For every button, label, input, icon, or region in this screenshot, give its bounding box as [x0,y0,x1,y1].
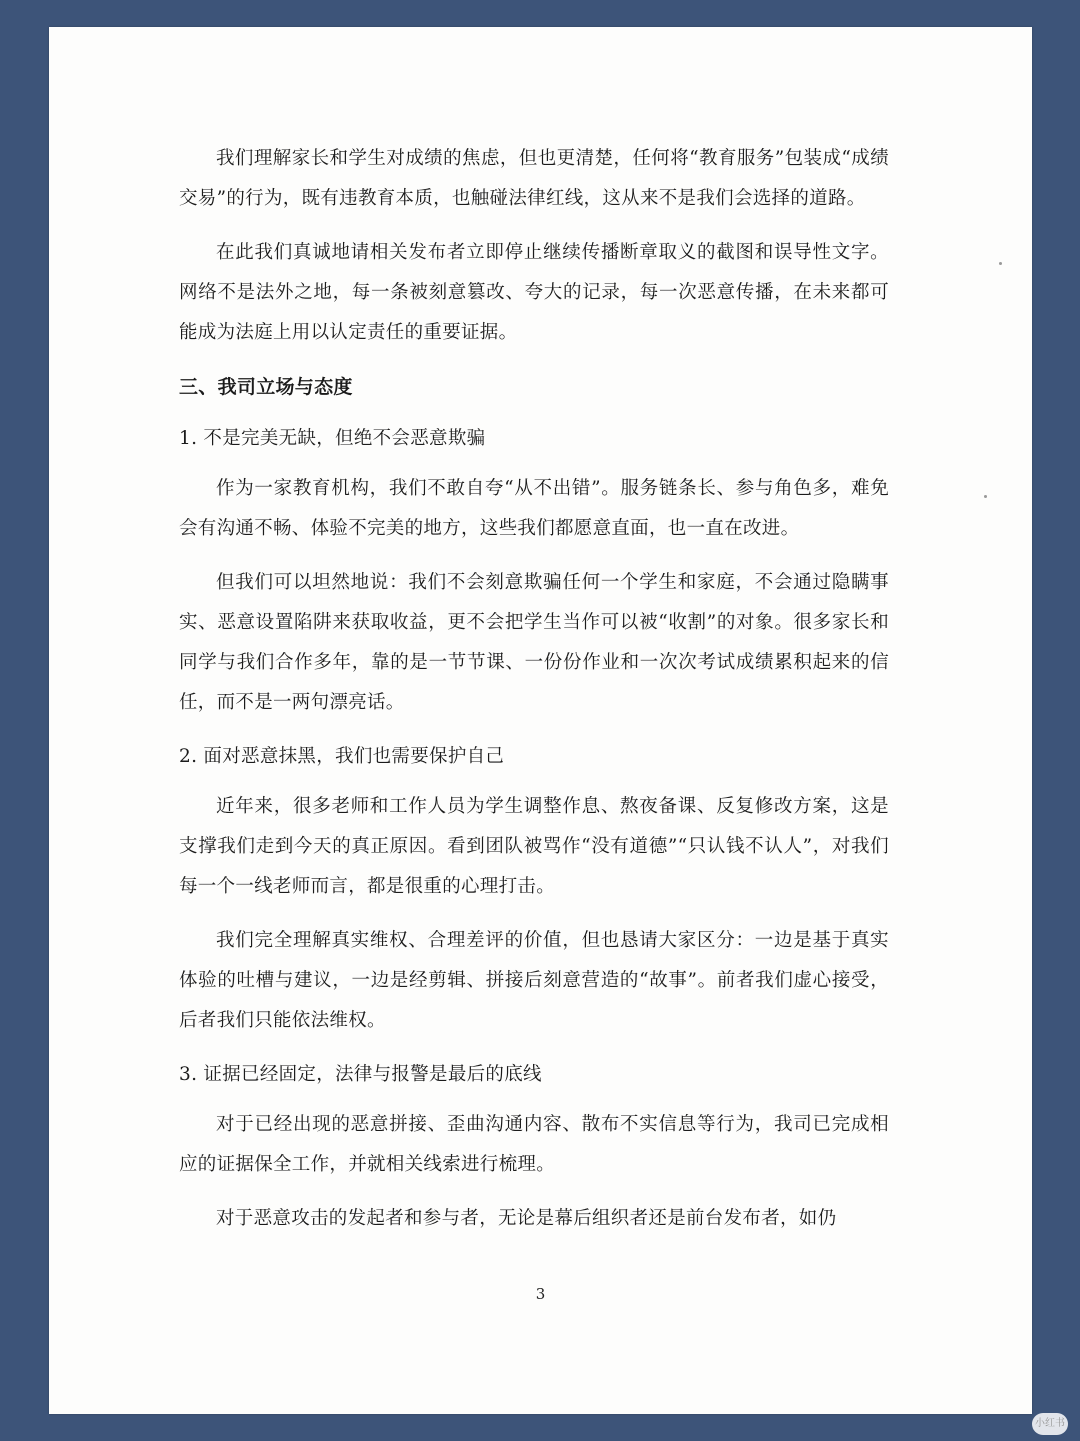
watermark-logo: 小红书 [1032,1413,1068,1435]
paragraph: 我们理解家长和学生对成绩的焦虑，但也更清楚，任何将“教育服务”包装成“成绩交易”的行为，既有违教育本质，也触碰法律红线，这从来不是我们会选择的道路。 [179,148,889,209]
subsection-title: 3. 证据已经固定，法律与报警是最后的底线 [179,1064,542,1085]
document-page [49,27,1032,1414]
paragraph: 对于已经出现的恶意拼接、歪曲沟通内容、散布不实信息等行为，我司已完成相应的证据保全工作，并就相关线索进行梳理。 [179,1114,889,1175]
scan-speck [999,262,1002,265]
paragraph: 我们完全理解真实维权、合理差评的价值，但也恳请大家区分：一边是基于真实体验的吐槽与建议，一边是经剪辑、拼接后刻意营造的“故事”。前者我们虚心接受，后者我们只能依法维权。 [179,930,889,1031]
subsection-title: 2. 面对恶意抹黑，我们也需要保护自己 [179,746,505,767]
paragraph: 近年来，很多老师和工作人员为学生调整作息、熬夜备课、反复修改方案，这是支撑我们走到今天的真正原因。看到团队被骂作“没有道德”“只认钱不认人”，对我们每一个一线老师而言，都是很重的心理打击。 [179,796,889,897]
paragraph: 但我们可以坦然地说：我们不会刻意欺骗任何一个学生和家庭，不会通过隐瞒事实、恶意设置陷阱来获取收益，更不会把学生当作可以被“收割”的对象。很多家长和同学与我们合作多年，靠的是一节节课、一份份作业和一次次考试成绩累积起来的信任，而不是一两句漂亮话。 [179,572,889,713]
document-body [179,139,889,1253]
section-heading: 三、我司立场与态度 [179,376,353,398]
paragraph: 在此我们真诚地请相关发布者立即停止继续传播断章取义的截图和误导性文字。网络不是法外之地，每一条被刻意篡改、夸大的记录，每一次恶意传播，在未来都可能成为法庭上用以认定责任的重要证据。 [179,242,889,343]
subsection-title: 1. 不是完美无缺，但绝不会恶意欺骗 [179,428,486,449]
paragraph: 对于恶意攻击的发起者和参与者，无论是幕后组织者还是前台发布者，如仍 [216,1208,837,1229]
scan-speck [984,495,987,498]
page-number: 3 [535,1285,546,1303]
paragraph: 作为一家教育机构，我们不敢自夸“从不出错”。服务链条长、参与角色多，难免会有沟通不畅、体验不完美的地方，这些我们都愿意直面，也一直在改进。 [179,478,889,539]
